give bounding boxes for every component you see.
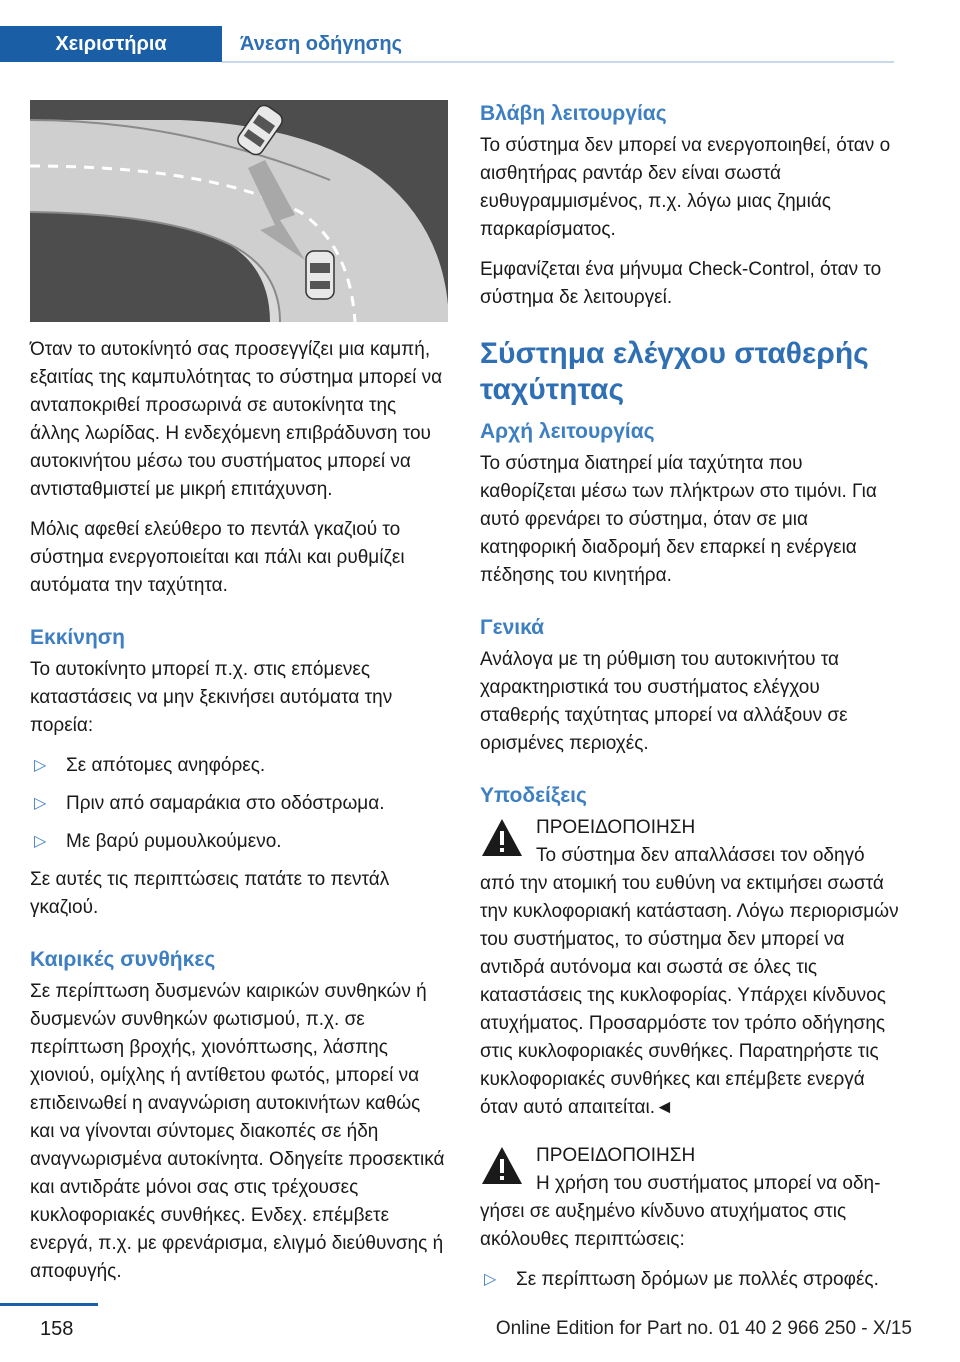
- curve-illustration: [30, 100, 448, 322]
- principle-paragraph: Το σύστημα διατηρεί μία ταχύτητα που καθορίζεται μέσω των πλήκτρων στο τιμόνι. Για αυτό φρενάρει το σύστημα, όταν σε μια κατηφορική διαδρομή δεν επαρκεί η ενέργεια πέδησης του κινητήρα.: [480, 453, 877, 586]
- left-column: [30, 100, 450, 1298]
- warning-block-1: [480, 814, 900, 1122]
- warning-text: από την ατομική του ευθύνη να εκτιμήσει σωστά την κυκλοφοριακή κατάσταση. Λόγω περιορισμών του συστήματος, το σύστημα δεν μπορεί να αντιδρά αυτόνομα και σωστά σε όλες τις καταστάσεις της κυκλοφορίας. Υπάρχει κίνδυνος ατυχήματος. Προσαρμόστε τον τρόπο οδήγησης στις κυκλοφοριακές συνθήκες. Παρατηρήστε τις κυκλοφοριακές συνθήκες και επέμβετε ενεργά όταν αυτό απαιτείται.◄: [480, 873, 899, 1118]
- triangle-bullet-icon: ▷: [34, 757, 47, 774]
- triangle-bullet-icon: ▷: [34, 833, 47, 850]
- intro-paragraph-1: Όταν το αυτοκίνητό σας προσεγγίζει μια καμπή, εξαιτίας της καμπυλότητας το σύστημα μπορεί να ανταποκριθεί προσωρινά σε αυτοκίνητα της άλλης λωρίδας. Η ενδεχόμενη επιβράδυνση του αυτοκινήτου μέσω του συστήματος μπορεί να αντισταθμιστεί με μικρή επιτάχυνση.: [30, 339, 443, 500]
- list-item: ▷ Με βαρύ ρυμουλκούμενο.: [30, 828, 450, 856]
- cruise-control-heading: Σύστημα ελέγχου σταθερής ταχύτητας: [480, 337, 869, 406]
- general-heading: Γενικά: [480, 616, 545, 639]
- list-item: ▷ Πριν από σαμαράκια στο οδόστρωμα.: [30, 790, 450, 818]
- right-column: [480, 100, 900, 1304]
- warning-text: γήσει σε αυξημένο κίνδυνο ατυχήματος στις ακόλουθες περιπτώσεις:: [480, 1201, 847, 1250]
- section-tab-driving-comfort: Άνεση οδήγησης: [240, 32, 402, 55]
- notes-heading: Υποδείξεις: [480, 784, 587, 807]
- page-header: [0, 0, 960, 62]
- principle-heading: Αρχή λειτουργίας: [480, 420, 655, 443]
- warning-triangle-icon: [480, 816, 524, 860]
- list-item: ▷ Σε περίπτωση δρόμων με πολλές στροφές.: [480, 1266, 900, 1294]
- fault-heading: Βλάβη λειτουργίας: [480, 102, 667, 125]
- warning-title: ΠΡΟΕΙΔΟΠΟΙΗΣΗ: [536, 817, 696, 838]
- warning-block-2: [480, 1142, 900, 1294]
- fault-paragraph-1: Το σύστημα δεν μπορεί να ενεργοποιηθεί, όταν ο αισθητήρας ραντάρ δεν είναι σωστά ευθυγραμμισμένος, π.χ. λόγω μιας ζημιάς παρκαρίσματος.: [480, 135, 891, 240]
- triangle-bullet-icon: ▷: [484, 1271, 497, 1288]
- triangle-bullet-icon: ▷: [34, 795, 47, 812]
- start-list: [30, 752, 450, 856]
- header-divider: [222, 61, 894, 63]
- warning-title: ΠΡΟΕΙΔΟΠΟΙΗΣΗ: [536, 1145, 696, 1166]
- list-item: ▷ Σε απότομες ανηφόρες.: [30, 752, 450, 780]
- start-heading: Εκκίνηση: [30, 626, 125, 649]
- general-paragraph: Ανάλογα με τη ρύθμιση του αυτοκινήτου τα χαρακτηριστικά του συστήματος ελέγχου σταθερής ταχύτητας μπορεί να αλλάξουν σε ορισμένες περιοχές.: [480, 649, 848, 754]
- warning-first-line: Το σύστημα δεν απαλλάσσει τον οδηγό: [536, 845, 865, 866]
- weather-paragraph: Σε περίπτωση δυσμενών καιρικών συνθηκών ή δυσμενών συνθηκών φωτισμού, π.χ. σε περίπτωση βροχής, χιονόπτωσης, λάσπης χιονιού, ομίχλης ή αντίθετου φωτός, μπορεί να επιδεινωθεί η αναγνώριση αυτοκινήτων καθώς και να γίνονται σύντομες διακοπές σε ήδη αναγνωρισμένα αυτοκίνητα. Οδηγείτε προσεκτικά και αντιδράτε μόνοι σας στις τρέχουσες κυκλοφοριακές συνθήκες. Ενδεχ. επέμβετε ενεργά, π.χ. με φρενάρισμα, ελιγμό διεύθυνσης ή αποφυγής.: [30, 981, 445, 1282]
- warning-list: [480, 1266, 900, 1294]
- section-tab-controls: Χειριστήρια: [0, 26, 222, 62]
- page-number: 158: [40, 1318, 74, 1340]
- fault-paragraph-2: Εμφανίζεται ένα μήνυμα Check-Control, όταν το σύστημα δε λειτουργεί.: [480, 259, 882, 308]
- footer-divider: [0, 1303, 98, 1306]
- warning-triangle-icon: [480, 1144, 524, 1188]
- intro-paragraph-2: Μόλις αφεθεί ελεύθερο το πεντάλ γκαζιού το σύστημα ενεργοποιείται και πάλι και ρυθμίζει αυτόματα την ταχύτητα.: [30, 519, 405, 596]
- weather-heading: Καιρικές συνθήκες: [30, 948, 216, 971]
- start-paragraph-2: Σε αυτές τις περιπτώσεις πατάτε το πεντάλ γκαζιού.: [30, 869, 390, 918]
- edition-note: Online Edition for Part no. 01 40 2 966 250 - X/15: [495, 1318, 912, 1339]
- curve-road-image: [30, 100, 448, 322]
- start-paragraph: Το αυτοκίνητο μπορεί π.χ. στις επόμενες καταστάσεις να μην ξεκινήσει αυτόματα την πορεία:: [30, 659, 393, 736]
- warning-first-line: Η χρήση του συστήματος μπορεί να οδη-: [536, 1173, 881, 1194]
